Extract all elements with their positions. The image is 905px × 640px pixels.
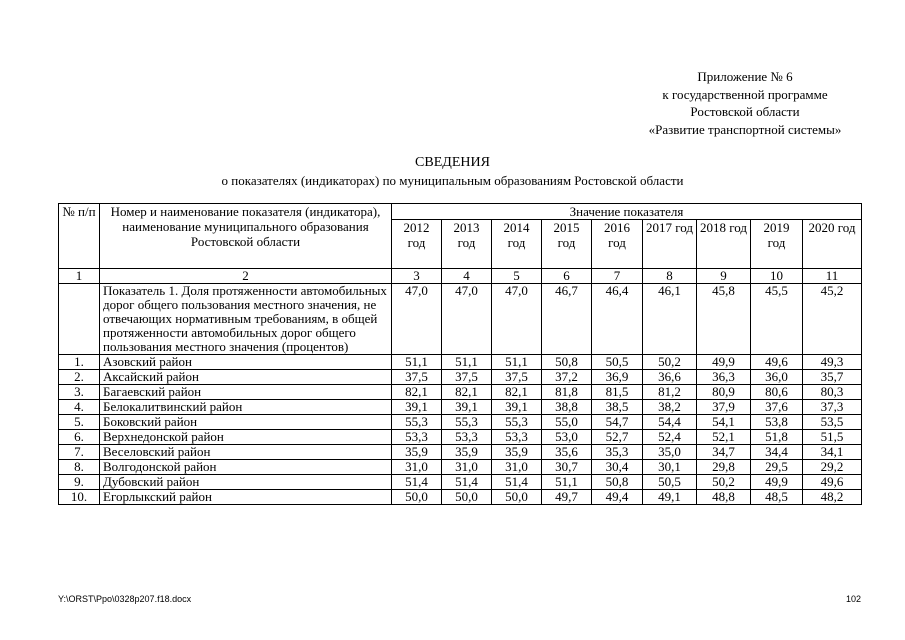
- indicator-value: 46,4: [592, 284, 643, 355]
- row-value: 48,5: [751, 490, 803, 505]
- column-number: 1: [59, 269, 100, 284]
- indicator-value: 45,5: [751, 284, 803, 355]
- row-value: 38,5: [592, 400, 643, 415]
- row-value: 50,0: [492, 490, 542, 505]
- row-value: 53,3: [392, 430, 442, 445]
- row-value: 36,9: [592, 370, 643, 385]
- row-value: 82,1: [442, 385, 492, 400]
- indicator-name: Показатель 1. Доля протяженности автомобильных дорог общего пользования местного значения, не отвечающих нормативным требованиям, в общей протяженности автомобильных дорог общего пользования местного значения (процентов): [100, 284, 392, 355]
- row-number: 4.: [59, 400, 100, 415]
- row-value: 53,8: [751, 415, 803, 430]
- appendix-header: [600, 68, 890, 138]
- column-number: 2: [100, 269, 392, 284]
- indicators-table: [58, 203, 862, 505]
- row-value: 49,9: [751, 475, 803, 490]
- row-value: 53,0: [542, 430, 592, 445]
- row-value: 55,3: [442, 415, 492, 430]
- row-value: 51,4: [492, 475, 542, 490]
- indicator-value: 46,1: [643, 284, 697, 355]
- row-value: 50,2: [697, 475, 751, 490]
- row-value: 29,5: [751, 460, 803, 475]
- footer-file-path: Y:\ORST\Ppo\0328p207.f18.docx: [58, 594, 192, 604]
- district-name: Белокалитвинский район: [100, 400, 392, 415]
- row-value: 39,1: [392, 400, 442, 415]
- row-number: 2.: [59, 370, 100, 385]
- col-num-header: № п/п: [59, 204, 100, 269]
- appendix-line-2: к государственной программе: [662, 86, 828, 102]
- row-value: 54,1: [697, 415, 751, 430]
- row-value: 49,9: [697, 355, 751, 370]
- row-value: 51,1: [392, 355, 442, 370]
- row-value: 49,1: [643, 490, 697, 505]
- table-row: [59, 475, 862, 490]
- indicator-row: [59, 284, 862, 355]
- row-value: 49,6: [751, 355, 803, 370]
- row-value: 50,2: [643, 355, 697, 370]
- row-value: 53,5: [803, 415, 862, 430]
- row-number: 8.: [59, 460, 100, 475]
- row-value: 37,5: [442, 370, 492, 385]
- year-header: 2013 год: [442, 220, 492, 269]
- row-value: 35,7: [803, 370, 862, 385]
- table-row: [59, 355, 862, 370]
- row-value: 35,9: [442, 445, 492, 460]
- column-number: 9: [697, 269, 751, 284]
- row-value: 82,1: [392, 385, 442, 400]
- district-name: Веселовский район: [100, 445, 392, 460]
- row-value: 35,6: [542, 445, 592, 460]
- row-value: 51,4: [392, 475, 442, 490]
- row-value: 53,3: [492, 430, 542, 445]
- indicator-value: 45,8: [697, 284, 751, 355]
- row-value: 51,1: [442, 355, 492, 370]
- column-number: 7: [592, 269, 643, 284]
- table-row: [59, 385, 862, 400]
- indicator-value: 47,0: [442, 284, 492, 355]
- year-header: 2020 год: [803, 220, 862, 269]
- row-number: 7.: [59, 445, 100, 460]
- row-value: 38,2: [643, 400, 697, 415]
- row-value: 37,5: [492, 370, 542, 385]
- row-value: 29,8: [697, 460, 751, 475]
- values-header: Значение показателя: [392, 204, 862, 220]
- year-header: 2014 год: [492, 220, 542, 269]
- indicator-value: 45,2: [803, 284, 862, 355]
- column-number: 4: [442, 269, 492, 284]
- district-name: Егорлыкский район: [100, 490, 392, 505]
- row-value: 81,5: [592, 385, 643, 400]
- row-value: 48,8: [697, 490, 751, 505]
- row-value: 34,1: [803, 445, 862, 460]
- row-value: 39,1: [442, 400, 492, 415]
- year-header: 2016 год: [592, 220, 643, 269]
- appendix-line-3: Ростовской области: [690, 104, 800, 119]
- district-name: Волгодонской район: [100, 460, 392, 475]
- year-header: 2012 год: [392, 220, 442, 269]
- row-value: 50,8: [592, 475, 643, 490]
- row-value: 55,0: [542, 415, 592, 430]
- row-value: 29,2: [803, 460, 862, 475]
- year-header: 2019 год: [751, 220, 803, 269]
- row-value: 52,1: [697, 430, 751, 445]
- indicator-value: 46,7: [542, 284, 592, 355]
- row-value: 81,2: [643, 385, 697, 400]
- row-value: 35,9: [392, 445, 442, 460]
- row-value: 31,0: [492, 460, 542, 475]
- row-value: 54,7: [592, 415, 643, 430]
- row-value: 37,9: [697, 400, 751, 415]
- row-value: 51,4: [442, 475, 492, 490]
- table-row: [59, 490, 862, 505]
- row-value: 30,1: [643, 460, 697, 475]
- row-value: 34,7: [697, 445, 751, 460]
- year-header: 2018 год: [697, 220, 751, 269]
- row-value: 31,0: [442, 460, 492, 475]
- row-number: 10.: [59, 490, 100, 505]
- row-value: 80,6: [751, 385, 803, 400]
- year-header: 2017 год: [643, 220, 697, 269]
- row-value: 51,5: [803, 430, 862, 445]
- row-value: 36,0: [751, 370, 803, 385]
- row-number: 5.: [59, 415, 100, 430]
- row-value: 50,8: [542, 355, 592, 370]
- column-number: 3: [392, 269, 442, 284]
- table-row: [59, 415, 862, 430]
- row-value: 50,0: [392, 490, 442, 505]
- row-value: 30,7: [542, 460, 592, 475]
- document-subtitle: о показателях (индикаторах) по муниципальным образованиям Ростовской области: [221, 173, 684, 188]
- table-row: [59, 370, 862, 385]
- row-value: 39,1: [492, 400, 542, 415]
- row-value: 35,0: [643, 445, 697, 460]
- row-value: 49,3: [803, 355, 862, 370]
- row-value: 48,2: [803, 490, 862, 505]
- row-value: 50,5: [592, 355, 643, 370]
- row-value: 36,6: [643, 370, 697, 385]
- row-value: 49,7: [542, 490, 592, 505]
- row-value: 38,8: [542, 400, 592, 415]
- column-number: 10: [751, 269, 803, 284]
- table-row: [59, 400, 862, 415]
- column-number: 11: [803, 269, 862, 284]
- year-header: 2015 год: [542, 220, 592, 269]
- row-value: 55,3: [392, 415, 442, 430]
- row-value: 37,6: [751, 400, 803, 415]
- district-name: Багаевский район: [100, 385, 392, 400]
- appendix-line-4: «Развитие транспортной системы»: [648, 121, 842, 137]
- appendix-line-1: Приложение № 6: [697, 69, 793, 84]
- row-value: 82,1: [492, 385, 542, 400]
- row-value: 80,9: [697, 385, 751, 400]
- row-value: 30,4: [592, 460, 643, 475]
- row-value: 81,8: [542, 385, 592, 400]
- row-number: 1.: [59, 355, 100, 370]
- row-value: 37,2: [542, 370, 592, 385]
- row-value: 31,0: [392, 460, 442, 475]
- row-value: 49,4: [592, 490, 643, 505]
- row-value: 37,5: [392, 370, 442, 385]
- footer-page-number: 102: [845, 594, 861, 604]
- table-row: [59, 430, 862, 445]
- row-number: 6.: [59, 430, 100, 445]
- row-value: 51,1: [542, 475, 592, 490]
- header-row-1: [59, 204, 862, 220]
- indicator-value: 47,0: [492, 284, 542, 355]
- row-value: 35,9: [492, 445, 542, 460]
- district-name: Боковский район: [100, 415, 392, 430]
- column-number: 5: [492, 269, 542, 284]
- row-value: 34,4: [751, 445, 803, 460]
- row-value: 52,4: [643, 430, 697, 445]
- row-value: 37,3: [803, 400, 862, 415]
- row-value: 50,0: [442, 490, 492, 505]
- row-value: 80,3: [803, 385, 862, 400]
- district-name: Азовский район: [100, 355, 392, 370]
- column-number: 8: [643, 269, 697, 284]
- row-value: 55,3: [492, 415, 542, 430]
- row-value: 50,5: [643, 475, 697, 490]
- column-number: 6: [542, 269, 592, 284]
- district-name: Дубовский район: [100, 475, 392, 490]
- row-value: 54,4: [643, 415, 697, 430]
- district-name: Аксайский район: [100, 370, 392, 385]
- row-value: 35,3: [592, 445, 643, 460]
- row-value: 53,3: [442, 430, 492, 445]
- row-value: 51,8: [751, 430, 803, 445]
- indicator-num: [59, 284, 100, 355]
- district-name: Верхнедонской район: [100, 430, 392, 445]
- row-value: 51,1: [492, 355, 542, 370]
- row-value: 36,3: [697, 370, 751, 385]
- row-number: 3.: [59, 385, 100, 400]
- row-number: 9.: [59, 475, 100, 490]
- row-value: 49,6: [803, 475, 862, 490]
- table-row: [59, 460, 862, 475]
- row-value: 52,7: [592, 430, 643, 445]
- document-title: СВЕДЕНИЯ: [415, 155, 490, 170]
- indicator-value: 47,0: [392, 284, 442, 355]
- column-numbers-row: [59, 269, 862, 284]
- table-row: [59, 445, 862, 460]
- col-name-header: Номер и наименование показателя (индикатора), наименование муниципального образования Ростовской области: [100, 204, 392, 269]
